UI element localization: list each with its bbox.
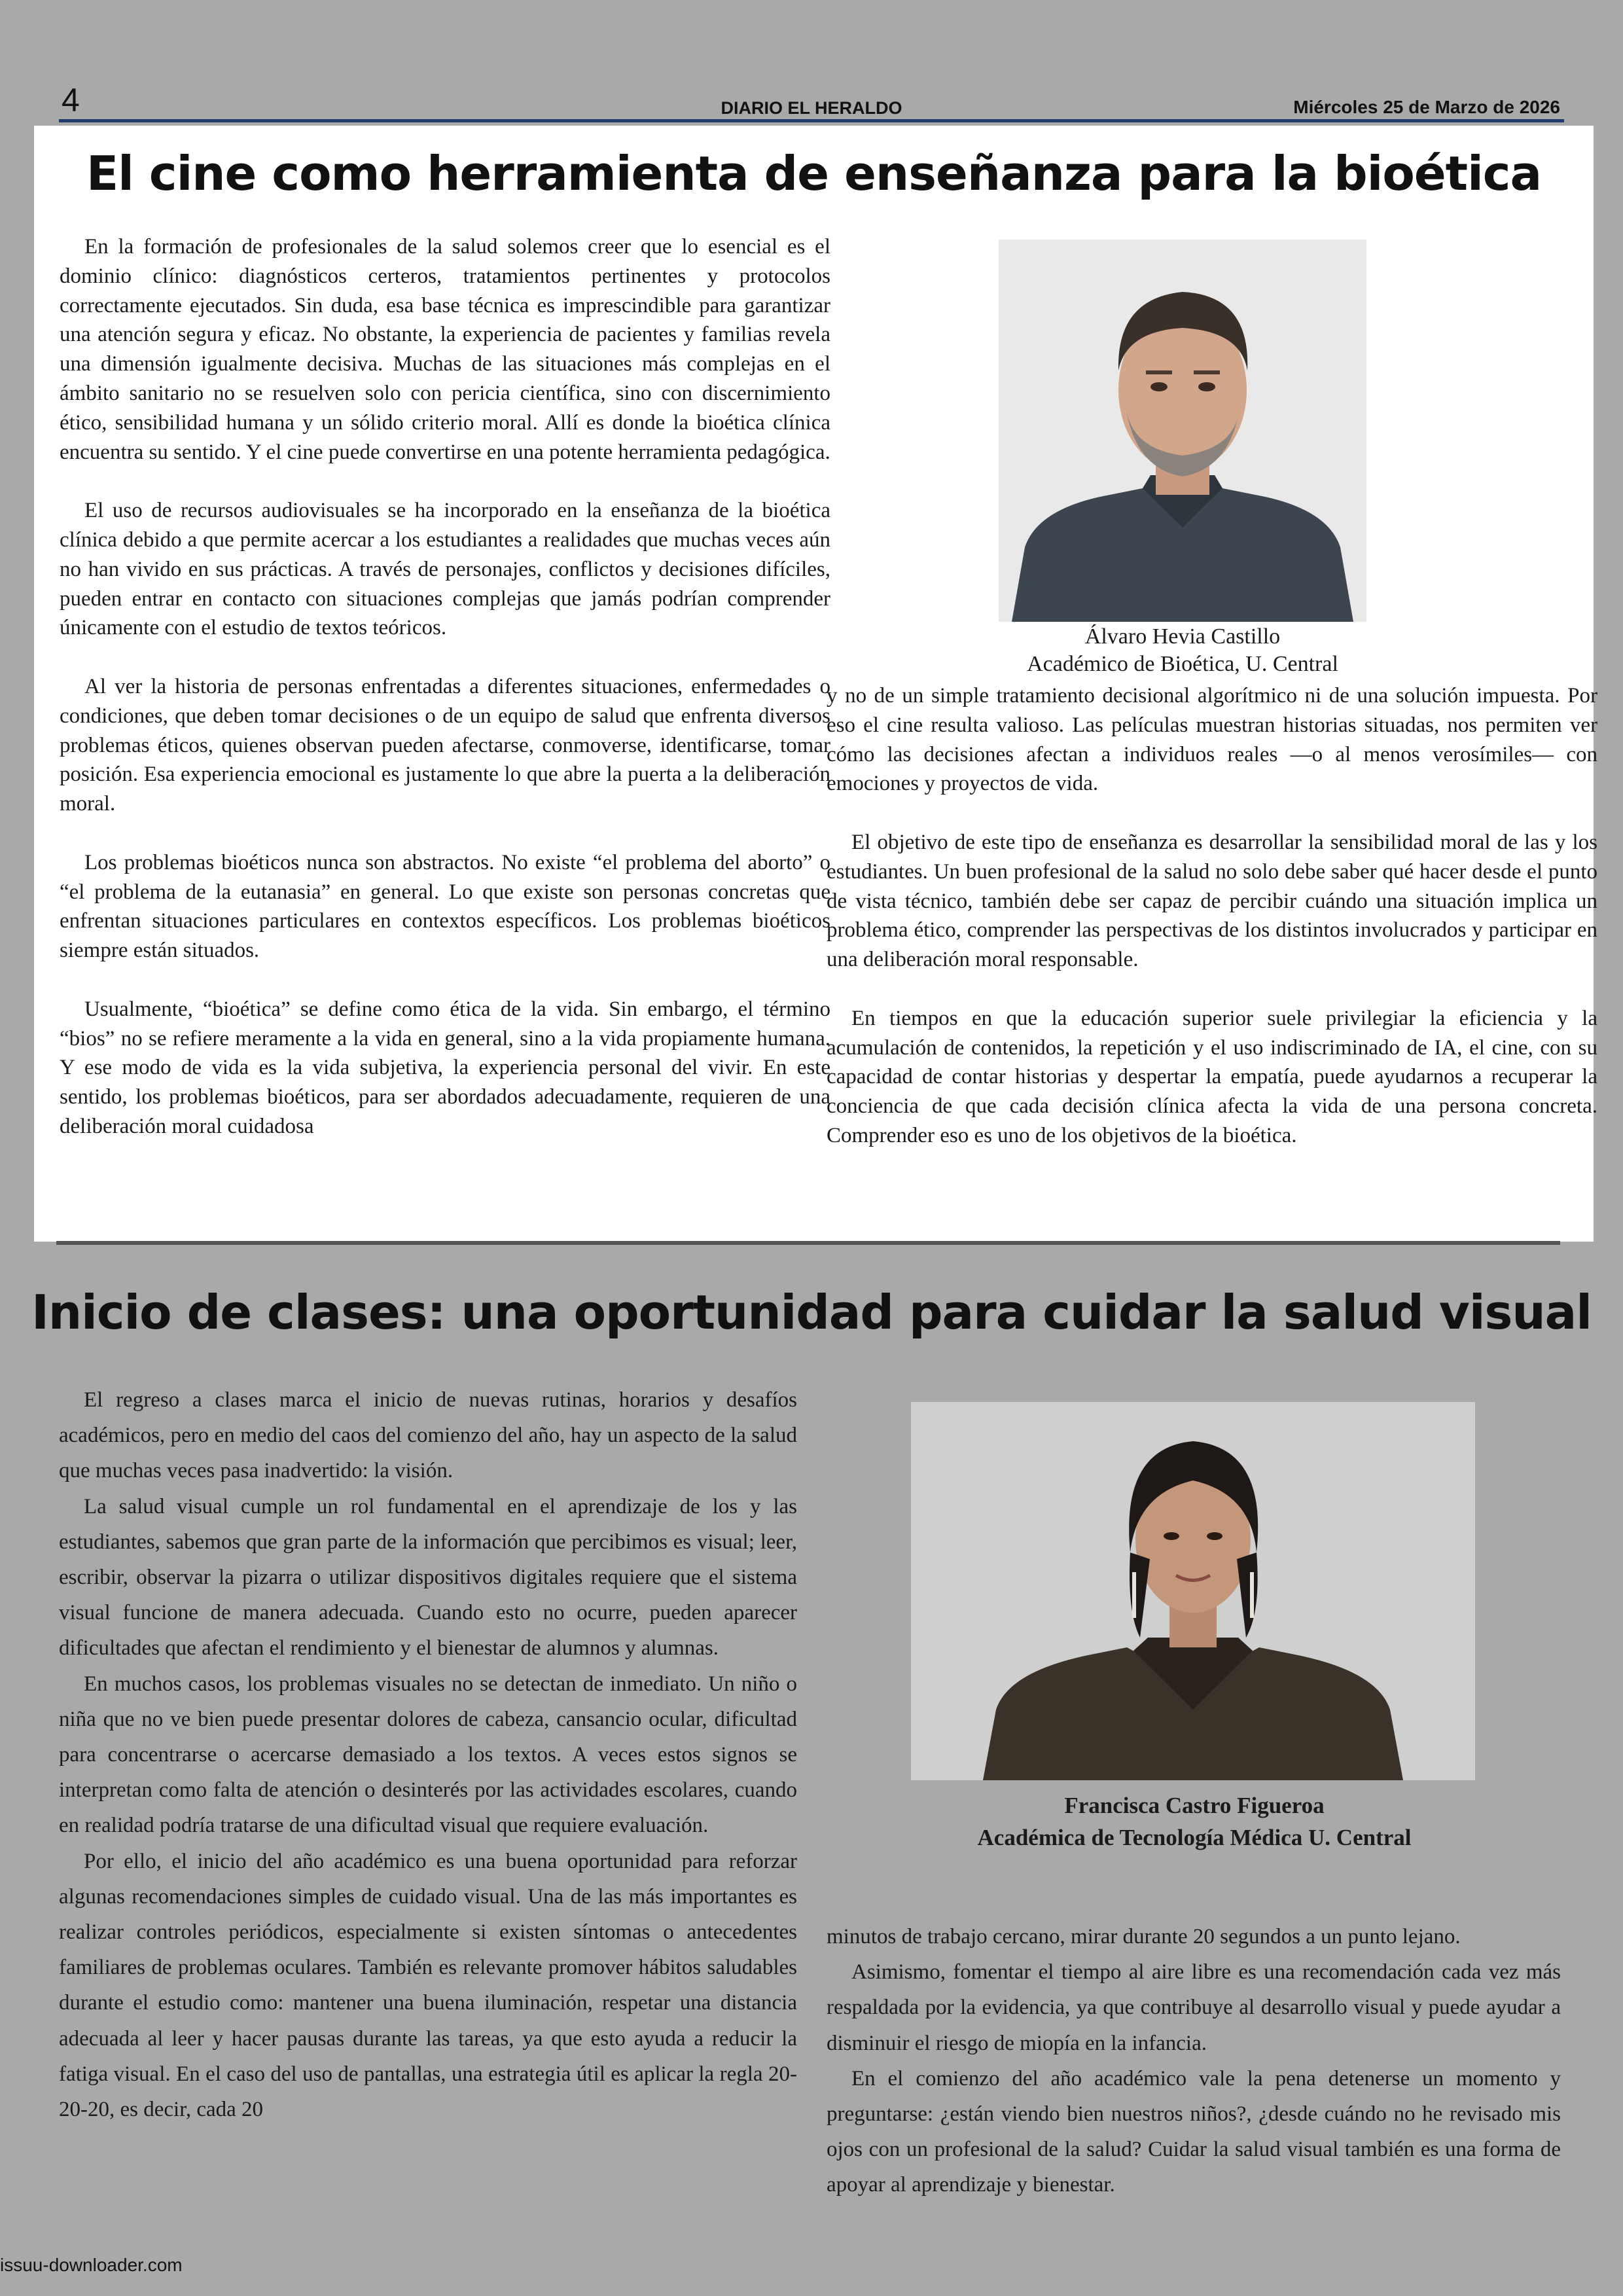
paragraph: En muchos casos, los problemas visuales no se detectan de inmediato. Un niño o niña que no ve bien puede presentar dolores de cabeza, cansancio ocular, dificultad para concentrarse o acercarse demasiado a los textos. A veces estos signos se interpretan como falta de atención o desinterés por las actividades escolares, cuando en realidad podría tratarse de una dificultad visual que requiere evaluación. xyxy=(59,1672,797,1838)
author2-name: Francisca Castro Figueroa xyxy=(1064,1793,1325,1818)
paragraph: Los problemas bioéticos nunca son abstractos. No existe “el problema del aborto” o “el problema de la eutanasia” en general. Lo que existe son personas concretas que enfrentan situaciones particulares en contextos específicos. Los problemas bioéticos siempre están situados. xyxy=(60,850,830,963)
page-number: 4 xyxy=(62,82,80,118)
paragraph: El uso de recursos audiovisuales se ha incorporado en la enseñanza de la bioética clínica debido a que permite acercar a los estudiantes a realidades que muchas veces aún no han vivido en sus prácticas. A través de personajes, conflictos y decisiones difíciles, pueden entrar en contacto con situaciones complejas que jamás podrían comprender únicamente con el estudio de textos teóricos. xyxy=(60,499,830,640)
paragraph: Usualmente, “bioética” se define como ética de la vida. Sin embargo, el término “bios” no se refiere meramente a la vida en general, sino a la vida propiamente humana. Y ese modo de vida es la vida subjetiva, la experiencia personal del vivir. En este sentido, los problemas bioéticos, para ser abordados adecuadamente, requieren de una deliberación moral cuidadosa xyxy=(60,997,830,1138)
section-divider xyxy=(56,1241,1560,1245)
masthead xyxy=(59,82,1564,123)
author-name: Álvaro Hevia Castillo xyxy=(1084,624,1281,649)
author2-role: Académica de Tecnología Médica U. Central xyxy=(977,1825,1412,1850)
paragraph: Asimismo, fomentar el tiempo al aire libre es una recomendación cada vez más respaldada por la evidencia, ya que contribuye al desarrollo visual y puede ayudar a disminuir el riesgo de miopía en la infancia. xyxy=(827,1960,1561,2055)
article-title-visual-health: Inicio de clases: una oportunidad para cuidar la salud visual xyxy=(31,1285,1592,1340)
author-role: Académico de Bioética, U. Central xyxy=(1027,652,1338,676)
paragraph: Por ello, el inicio del año académico es una buena oportunidad para reforzar algunas recomendaciones simples de cuidado visual. Una de las más importantes es realizar controles periódicos, especialmente si existen síntomas o antecedentes familiares de problemas oculares. También es relevante promover hábitos saludables durante el estudio como: mantener una buena iluminación, respetar una distancia adecuada al leer y hacer pausas durante las tareas, ya que esto ayuda a reducir la fatiga visual. En el caso del uso de pantallas, una estrategia útil es aplicar la regla 20-20-20, es decir, cada 20 xyxy=(59,1849,797,2122)
author2-portrait-illustration xyxy=(911,1402,1475,1780)
paragraph: En la formación de profesionales de la salud solemos creer que lo esencial es el dominio clínico: diagnósticos certeros, tratamientos pertinentes y protocolos correctamente ejecutados. Sin duda, esa base técnica es imprescindible para garantizar una atención segura y eficaz. No obstante, la experiencia de pacientes y familias revela una dimensión igualmente decisiva. Muchas de las situaciones más complejas en el ámbito sanitario no se resuelven solo con pericia científica, sino con discernimiento ético, sensibilidad humana y un sólido criterio moral. Allí es donde la bioética clínica encuentra su sentido. Y el cine puede convertirse en una potente herramienta pedagógica. xyxy=(60,235,830,464)
paragraph: En tiempos en que la educación superior suele privilegiar la eficiencia y la acumulación de contenidos, la repetición y el uso indiscriminado de IA, el cine, con su capacidad de contar historias y despertar la empatía, puede ayudarnos a recuperar la conciencia de que cada decisión clínica afecta la vida de una persona concreta. Comprender eso es uno de los objetivos de la bioética. xyxy=(827,1006,1597,1147)
paragraph: Al ver la historia de personas enfrentadas a diferentes situaciones, enfermedades o condiciones, que deben tomar decisiones o de un equipo de salud que enfrenta diversos problemas éticos, quienes observan pueden afectarse, conmoverse, identificarse, tomar posición. Esa experiencia emocional es justamente lo que abre la puerta a la deliberación moral. xyxy=(60,674,830,816)
paragraph: y no de un simple tratamiento decisional algorítmico ni de una solución impuesta. Por eso el cine resulta valioso. Las películas muestran historias situadas, nos permiten ver cómo las decisiones afectan a individuos reales —o al menos verosímiles— con emociones y proyectos de vida. xyxy=(827,684,1597,796)
article-column-left xyxy=(60,232,830,1141)
masthead-rule xyxy=(59,119,1564,122)
article-title: El cine como herramienta de enseñanza para la bioética xyxy=(86,146,1542,201)
author2-photo xyxy=(911,1402,1475,1780)
author-photo xyxy=(999,240,1366,622)
paragraph: La salud visual cumple un rol fundamental en el aprendizaje de los y las estudiantes, sabemos que gran parte de la información que percibimos es visual; leer, escribir, observar la pizarra o utilizar dispositivos digitales requiere que el sistema visual funcione de manera adecuada. Cuando esto no ocurre, pueden aparecer dificultades que afectan el rendimiento y el bienestar de alumnos y alumnas. xyxy=(59,1494,797,1660)
paragraph: minutos de trabajo cercano, mirar durante 20 segundos a un punto lejano. xyxy=(827,1925,1461,1948)
article-bioethics xyxy=(34,126,1597,1242)
newspaper-name: DIARIO EL HERALDO xyxy=(721,98,902,118)
paragraph: El objetivo de este tipo de enseñanza es desarrollar la sensibilidad moral de las y los estudiantes. Un buen profesional de la salud no solo debe saber qué hacer desde el punto de vista técnico, también debe ser capaz de percibir cuándo una situación implica un problema ético, comprender las perspectivas de los distintos involucrados y participar en una deliberación moral responsable. xyxy=(827,830,1597,972)
article2-column-left xyxy=(59,1382,797,2127)
author-portrait-illustration xyxy=(999,240,1366,622)
source-watermark: issuu-downloader.com xyxy=(0,2255,183,2275)
paragraph: El regreso a clases marca el inicio de nuevas rutinas, horarios y desafíos académicos, pero en medio del caos del comienzo del año, hay un aspecto de la salud que muchas veces pasa inadvertido: la visión. xyxy=(59,1388,797,1483)
paragraph: En el comienzo del año académico vale la pena detenerse un momento y preguntarse: ¿están viendo bien nuestros niños?, ¿desde cuándo no he revisado mis ojos con un profesional de la salud? Cuidar la salud visual también es una forma de apoyar al aprendizaje y bienestar. xyxy=(827,2066,1561,2197)
article-column-right xyxy=(827,681,1597,1151)
article2-column-right xyxy=(827,1919,1561,2203)
issue-date: Miércoles 25 de Marzo de 2026 xyxy=(1293,97,1560,117)
